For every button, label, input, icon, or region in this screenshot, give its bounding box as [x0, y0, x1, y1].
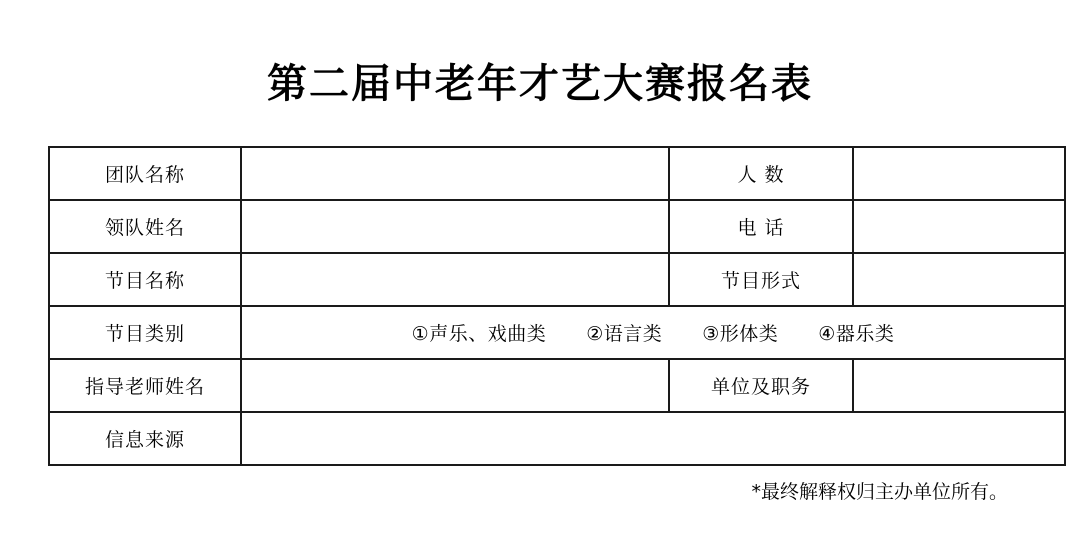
- field-label-program-category: 节目类别: [49, 306, 241, 359]
- field-label-program-name: 节目名称: [49, 253, 241, 306]
- table-row: [49, 359, 1065, 412]
- category-option-language[interactable]: ②语言类: [586, 323, 663, 345]
- field-label-leader-name: 领队姓名: [49, 200, 241, 253]
- field-input-unit-position[interactable]: [853, 359, 1065, 412]
- table-row-category: [49, 306, 1065, 359]
- field-label-unit-position: 单位及职务: [669, 359, 853, 412]
- footnote-text: *最终解释权归主办单位所有。: [751, 481, 1008, 503]
- field-input-program-name[interactable]: [241, 253, 669, 306]
- field-options-program-category: [241, 306, 1065, 359]
- field-label-people-count: 人 数: [669, 147, 853, 200]
- table-row: [49, 200, 1065, 253]
- table-row: [49, 147, 1065, 200]
- field-label-team-name: 团队名称: [49, 147, 241, 200]
- form-table: [48, 146, 1066, 466]
- field-input-program-form[interactable]: [853, 253, 1065, 306]
- page-title: 第二届中老年才艺大赛报名表: [267, 61, 813, 107]
- field-label-instructor-name: 指导老师姓名: [49, 359, 241, 412]
- field-input-instructor-name[interactable]: [241, 359, 669, 412]
- field-input-leader-name[interactable]: [241, 200, 669, 253]
- table-row: [49, 412, 1065, 465]
- field-input-info-source[interactable]: [241, 412, 1065, 465]
- field-label-info-source: 信息来源: [49, 412, 241, 465]
- table-row: [49, 253, 1065, 306]
- field-input-team-name[interactable]: [241, 147, 669, 200]
- registration-form: [48, 146, 1008, 466]
- field-input-phone[interactable]: [853, 200, 1065, 253]
- field-label-phone: 电 话: [669, 200, 853, 253]
- category-option-physical[interactable]: ③形体类: [702, 323, 779, 345]
- category-option-instrumental[interactable]: ④器乐类: [818, 323, 895, 345]
- field-input-people-count[interactable]: [853, 147, 1065, 200]
- category-option-vocal[interactable]: ①声乐、戏曲类: [411, 323, 547, 345]
- field-label-program-form: 节目形式: [669, 253, 853, 306]
